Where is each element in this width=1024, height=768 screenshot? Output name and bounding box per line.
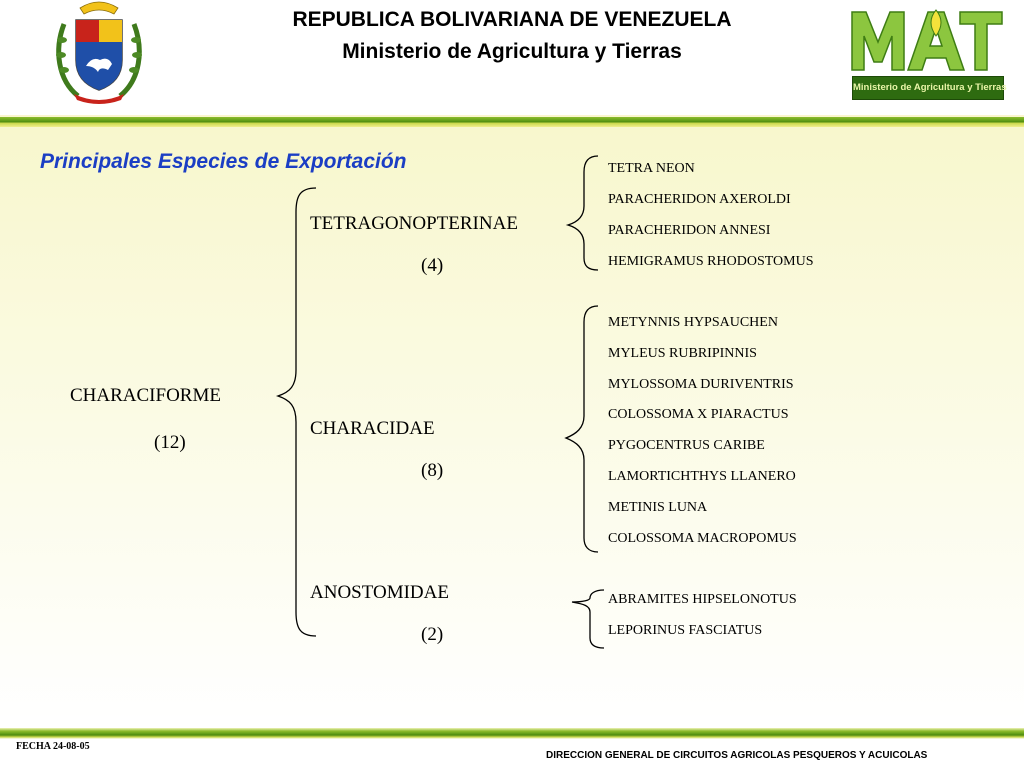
family-brace-anostomidae bbox=[572, 590, 604, 648]
species-item: METINIS LUNA bbox=[608, 500, 708, 515]
header-title-country: REPUBLICA BOLIVARIANA DE VENEZUELA bbox=[292, 8, 732, 31]
species-item: LEPORINUS FASCIATUS bbox=[608, 623, 763, 638]
order-name: CHARACIFORME bbox=[70, 385, 221, 406]
family-brace-characidae bbox=[566, 306, 598, 552]
mat-logo-caption: Ministerio de Agricultura y Tierras bbox=[852, 76, 1004, 100]
species-item: ABRAMITES HIPSELONOTUS bbox=[608, 592, 797, 607]
species-item: PYGOCENTRUS CARIBE bbox=[608, 438, 765, 453]
species-item: COLOSSOMA X PIARACTUS bbox=[608, 407, 789, 422]
species-item: HEMIGRAMUS RHODOSTOMUS bbox=[608, 254, 814, 269]
species-item: PARACHERIDON ANNESI bbox=[608, 223, 771, 238]
family-count-tetragonopterinae: (4) bbox=[421, 255, 444, 276]
family-count-anostomidae: (2) bbox=[421, 624, 444, 645]
header-divider-band bbox=[0, 115, 1024, 127]
footer-date: FECHA 24-08-05 bbox=[16, 741, 90, 752]
species-item: MYLEUS RUBRIPINNIS bbox=[608, 346, 757, 361]
root-brace bbox=[278, 188, 316, 636]
species-item: COLOSSOMA MACROPOMUS bbox=[608, 531, 797, 546]
family-name-tetragonopterinae: TETRAGONOPTERINAE bbox=[310, 213, 518, 234]
footer-divider-band bbox=[0, 728, 1024, 739]
family-name-anostomidae: ANOSTOMIDAE bbox=[310, 582, 449, 603]
species-item: PARACHERIDON AXEROLDI bbox=[608, 192, 791, 207]
species-item: LAMORTICHTHYS LLANERO bbox=[608, 469, 796, 484]
species-item: TETRA NEON bbox=[608, 161, 695, 176]
footer-department: DIRECCION GENERAL DE CIRCUITOS AGRICOLAS PESQUEROS Y ACUICOLAS bbox=[546, 750, 928, 761]
header-title-ministry: Ministerio de Agricultura y Tierras bbox=[342, 40, 682, 63]
family-brace-tetragonopterinae bbox=[568, 156, 598, 270]
mat-logo-letters bbox=[848, 6, 1006, 76]
species-item: MYLOSSOMA DURIVENTRIS bbox=[608, 377, 794, 392]
order-count: (12) bbox=[154, 432, 186, 453]
family-name-characidae: CHARACIDAE bbox=[310, 418, 435, 439]
family-count-characidae: (8) bbox=[421, 460, 444, 481]
section-title: Principales Especies de Exportación bbox=[40, 150, 407, 173]
mat-logo bbox=[848, 6, 1006, 98]
species-item: METYNNIS HYPSAUCHEN bbox=[608, 315, 778, 330]
